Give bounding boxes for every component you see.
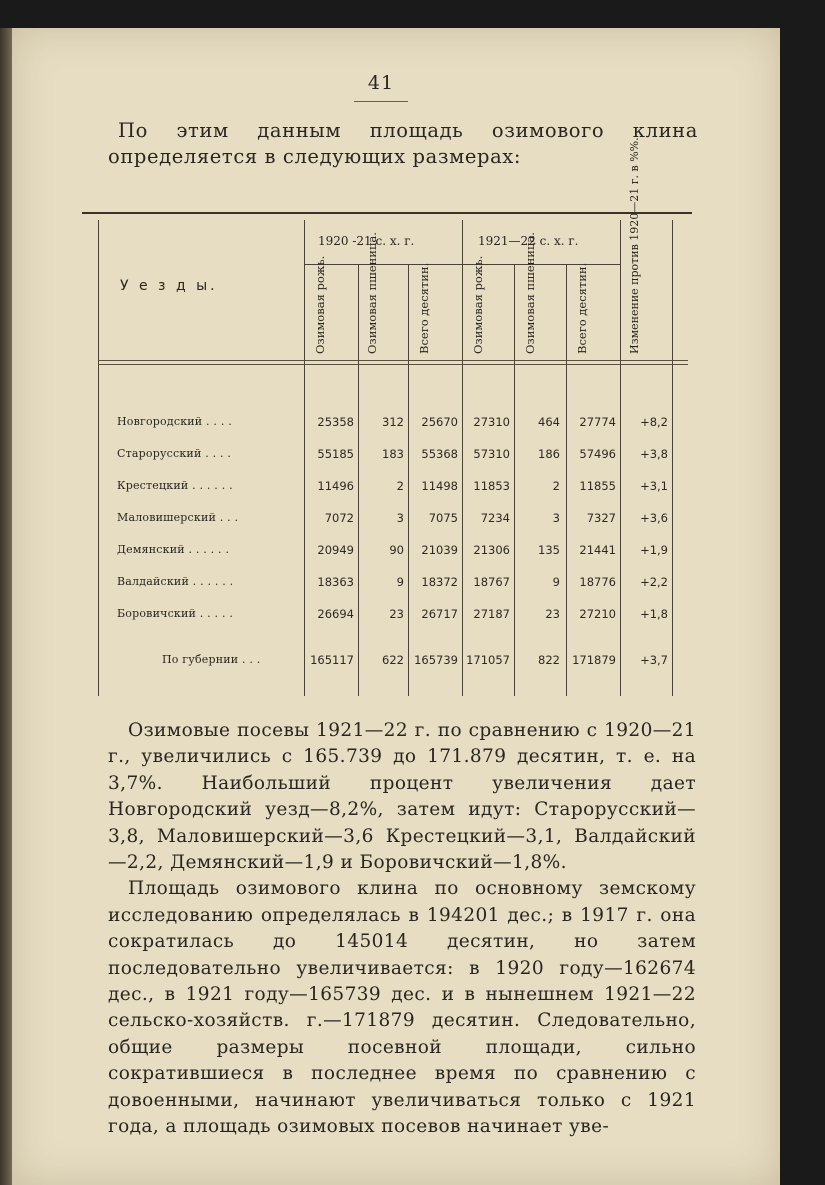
cell: 165117 <box>310 653 354 667</box>
cell: 9 <box>396 575 404 589</box>
cell: 7072 <box>324 511 354 525</box>
cell: 7075 <box>428 511 458 525</box>
cell: 2 <box>396 479 404 493</box>
cell: 27310 <box>473 415 510 429</box>
row-label: Боровичский . . . . . <box>117 607 234 620</box>
cell: +3,1 <box>640 479 668 493</box>
cell: 27210 <box>579 607 616 621</box>
paragraph: Площадь озимового клина по основному земскому исследованию определялась в 194201 дес.; в 1917 г. она сократилась до 145014 десятин, но затем последовательно увеличивается: в 1920 году—162674 дес., в 1921 году—165739 дес. и в нынешнем 1921—22 сельско-хозяйств. г.—171879 десятин. Следовательно, общие размеры посевной площади, сильно сократившиеся в последнее время по сравнению с довоенными, начинают увеличиваться только с 1921 года, а площадь озимовых посевов начинает уве- <box>108 878 696 1138</box>
cell: 171879 <box>572 653 616 667</box>
cell: +8,2 <box>640 415 668 429</box>
column-header: Всего десятин. <box>575 262 589 354</box>
cell: 11855 <box>579 479 616 493</box>
cell: 21039 <box>421 543 458 557</box>
group-header-rule <box>304 264 620 265</box>
column-header: Изменение против 1920—21 г. в %%. <box>628 137 641 354</box>
cell: 464 <box>538 415 560 429</box>
cell: 25358 <box>317 415 354 429</box>
cell: 57310 <box>473 447 510 461</box>
cell: 312 <box>382 415 404 429</box>
cell: 186 <box>538 447 560 461</box>
cell: 57496 <box>579 447 616 461</box>
row-label: Новгородский . . . . <box>117 415 232 428</box>
cell: 27187 <box>473 607 510 621</box>
cell: 3 <box>552 511 560 525</box>
table-border-left <box>98 220 99 696</box>
cell: 3 <box>396 511 404 525</box>
page-number-rule <box>354 101 408 102</box>
cell: 18776 <box>579 575 616 589</box>
column-header: Озимовая пшеница. <box>365 232 379 354</box>
cell: 26694 <box>317 607 354 621</box>
cell: 55185 <box>317 447 354 461</box>
cell: 11496 <box>317 479 354 493</box>
intro-text: По этим данным площадь озимового клина определяется в следующих размерах: <box>108 119 698 168</box>
column-header: Озимовая пшеница. <box>523 232 537 354</box>
header-bottom-rule <box>98 360 688 361</box>
cell: 20949 <box>317 543 354 557</box>
cell: 7327 <box>586 511 616 525</box>
cell: 18767 <box>473 575 510 589</box>
cell: 23 <box>545 607 560 621</box>
cell: 822 <box>538 653 560 667</box>
cell: +3,6 <box>640 511 668 525</box>
group-header-1920: 1920 -21 с. х. г. <box>318 234 415 248</box>
cell: 23 <box>389 607 404 621</box>
column-header: Всего десятин. <box>417 262 431 354</box>
cell: 18372 <box>421 575 458 589</box>
cell: +2,2 <box>640 575 668 589</box>
cell: 9 <box>552 575 560 589</box>
row-label: Старорусский . . . . <box>117 447 232 460</box>
cell: 27774 <box>579 415 616 429</box>
cell: 25670 <box>421 415 458 429</box>
cell: 21441 <box>579 543 616 557</box>
cell: 622 <box>382 653 404 667</box>
cell: 7234 <box>480 511 510 525</box>
cell: 26717 <box>421 607 458 621</box>
row-label: Демянский . . . . . . <box>117 543 230 556</box>
cell: +3,7 <box>640 653 668 667</box>
cell: 90 <box>389 543 404 557</box>
cell: +1,9 <box>640 543 668 557</box>
cell: 171057 <box>466 653 510 667</box>
table-border-right <box>672 220 673 696</box>
cell: 21306 <box>473 543 510 557</box>
total-label: По губернии . . . <box>162 653 261 666</box>
group-header-1921: 1921—22 с. х. г. <box>478 234 579 248</box>
cell: 2 <box>552 479 560 493</box>
paragraph: Озимовые посевы 1921—22 г. по сравнению с 1920—21 г., увеличились с 165.739 до 171.879 десятин, т. е. на 3,7%. Наибольший процент увеличения дает Новгородский уезд—8,2%, затем идут: Старорусский—3,8, Маловишерский—3,6 Крестецкий—3,1, Валдайский—2,2, Демянский—1,9 и Боровичский—1,8%. <box>108 720 696 874</box>
row-label: Крестецкий . . . . . . <box>117 479 233 492</box>
cell: 183 <box>382 447 404 461</box>
cell: 11853 <box>473 479 510 493</box>
body-text <box>108 718 696 1141</box>
row-header: У е з д ы. <box>120 278 218 294</box>
row-label: Маловишерский . . . <box>117 511 239 524</box>
column-header: Озимовая рожь. <box>471 255 485 354</box>
cell: 135 <box>538 543 560 557</box>
cell: +3,8 <box>640 447 668 461</box>
column-header: Озимовая рожь. <box>313 255 327 354</box>
cell: 18363 <box>317 575 354 589</box>
cell: 55368 <box>421 447 458 461</box>
cell: 11498 <box>421 479 458 493</box>
cell: +1,8 <box>640 607 668 621</box>
header-bottom-rule-double <box>98 364 688 365</box>
row-label: Валдайский . . . . . . <box>117 575 234 588</box>
cell: 165739 <box>414 653 458 667</box>
page-number: 41 <box>367 72 395 94</box>
table-top-rule <box>82 212 692 214</box>
